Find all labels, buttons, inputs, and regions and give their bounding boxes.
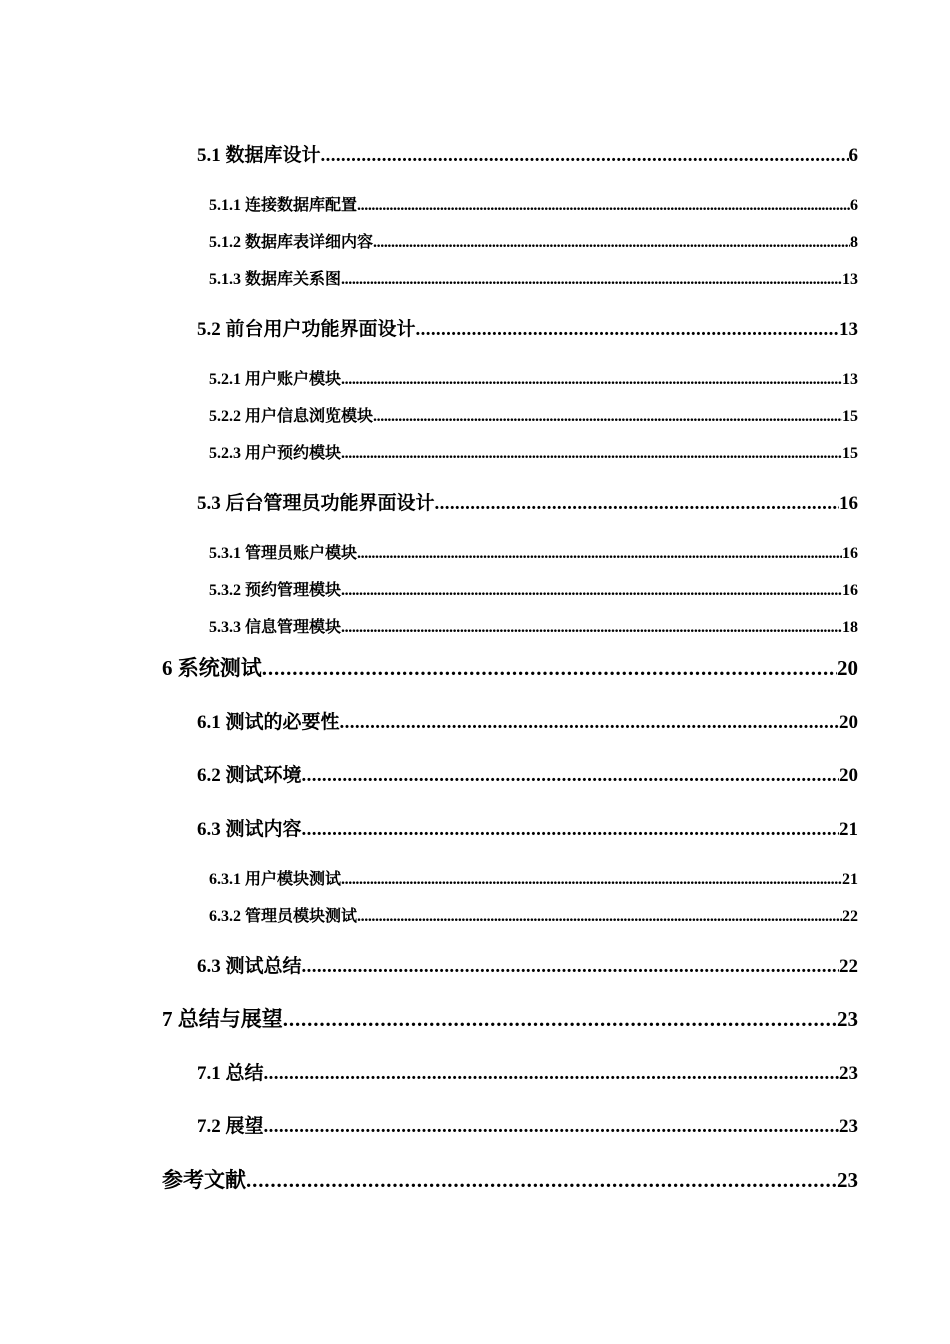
toc-entry-page: 13 (842, 271, 858, 288)
toc-entry-page: 20 (837, 656, 858, 680)
toc-entry-page: 20 (839, 765, 858, 786)
toc-entry[interactable] (197, 140, 858, 167)
toc-entry[interactable] (197, 951, 858, 978)
toc-entry[interactable] (209, 903, 858, 926)
toc-entry[interactable] (162, 652, 858, 682)
toc-leader-dots (435, 493, 839, 515)
toc-leader-dots (341, 871, 842, 889)
toc-entry[interactable] (209, 614, 858, 637)
toc-entry[interactable] (197, 814, 858, 841)
toc-entry-label: 5.1 数据库设计 (197, 145, 321, 166)
toc-leader-dots (264, 1116, 839, 1138)
toc-entry-label: 5.3.1 管理员账户模块 (209, 545, 358, 562)
toc-entry-label: 6.3.2 管理员模块测试 (209, 908, 358, 925)
toc-entry-label: 7.2 展望 (197, 1116, 264, 1137)
toc-entry-page: 16 (839, 493, 858, 514)
toc-entry[interactable] (209, 266, 858, 289)
toc-leader-dots (262, 656, 837, 681)
toc-leader-dots (357, 908, 842, 926)
toc-leader-dots (321, 145, 849, 167)
toc-leader-dots (340, 712, 839, 734)
toc-entry-label: 7 总结与展望 (162, 1007, 283, 1031)
toc-leader-dots (373, 408, 842, 426)
toc-leader-dots (357, 545, 842, 563)
toc-entry-label: 7.1 总结 (197, 1063, 264, 1084)
toc-entry-page: 23 (839, 1116, 858, 1137)
toc-entry-page: 13 (839, 319, 858, 340)
toc-entry-page: 6 (850, 197, 858, 214)
toc-entry-label: 5.3.2 预约管理模块 (209, 582, 342, 599)
toc-entry-label: 6.3 测试总结 (197, 956, 302, 977)
toc-entry-page: 6 (848, 145, 858, 166)
toc-entry-page: 22 (839, 956, 858, 977)
toc-leader-dots (373, 234, 850, 252)
toc-entry-page: 13 (842, 371, 858, 388)
toc-leader-dots (341, 619, 842, 637)
toc-leader-dots (246, 1168, 837, 1193)
toc-leader-dots (302, 956, 839, 978)
toc-leader-dots (264, 1063, 839, 1085)
toc-entry[interactable] (162, 1003, 858, 1033)
toc-entry[interactable] (209, 577, 858, 600)
toc-leader-dots (341, 371, 842, 389)
toc-leader-dots (302, 765, 839, 787)
toc-entry-page: 16 (842, 545, 858, 562)
toc-entry-page: 8 (850, 234, 858, 251)
toc-entry-label: 5.1.1 连接数据库配置 (209, 197, 358, 214)
toc-entry-page: 23 (837, 1168, 858, 1192)
toc-entry-label: 5.3 后台管理员功能界面设计 (197, 493, 435, 514)
toc-leader-dots (302, 819, 839, 841)
toc-entry[interactable] (209, 192, 858, 215)
toc-entry-page: 23 (837, 1007, 858, 1031)
toc-entry[interactable] (162, 1164, 858, 1194)
toc-entry-label: 6.3.1 用户模块测试 (209, 871, 342, 888)
toc-entry[interactable] (197, 760, 858, 787)
toc-entry-label: 5.1.2 数据库表详细内容 (209, 234, 374, 251)
toc-entry[interactable] (197, 707, 858, 734)
toc-entry-page: 16 (842, 582, 858, 599)
toc-entry-label: 5.2.3 用户预约模块 (209, 445, 342, 462)
toc-entry-page: 15 (842, 445, 858, 462)
toc-entry-page: 21 (842, 871, 858, 888)
toc-entry[interactable] (197, 1058, 858, 1085)
toc-entry[interactable] (209, 440, 858, 463)
toc-entry-page: 20 (839, 712, 858, 733)
toc-leader-dots (341, 582, 842, 600)
toc-entry[interactable] (209, 866, 858, 889)
toc-entry[interactable] (197, 488, 858, 515)
toc-entry[interactable] (209, 366, 858, 389)
toc-entry[interactable] (197, 1111, 858, 1138)
toc-entry-page: 15 (842, 408, 858, 425)
toc-entry-label: 5.2 前台用户功能界面设计 (197, 319, 416, 340)
toc-entry-label: 6 系统测试 (162, 656, 262, 680)
toc-entry-label: 5.2.2 用户信息浏览模块 (209, 408, 374, 425)
toc-entry[interactable] (209, 229, 858, 252)
toc-entry-page: 18 (842, 619, 858, 636)
toc-entry-label: 5.3.3 信息管理模块 (209, 619, 342, 636)
toc-entry-label: 6.2 测试环境 (197, 765, 302, 786)
toc-entry-page: 22 (842, 908, 858, 925)
toc-leader-dots (283, 1007, 837, 1032)
toc-entry-page: 21 (839, 819, 858, 840)
toc-entry-label: 6.3 测试内容 (197, 819, 302, 840)
toc-leader-dots (357, 197, 850, 215)
toc-entry-label: 参考文献 (162, 1168, 246, 1192)
toc-entry-label: 5.2.1 用户账户模块 (209, 371, 342, 388)
toc-leader-dots (341, 271, 842, 289)
toc-entry[interactable] (209, 540, 858, 563)
toc-entry-label: 5.1.3 数据库关系图 (209, 271, 342, 288)
toc-entry-label: 6.1 测试的必要性 (197, 712, 340, 733)
toc-entry-page: 23 (839, 1063, 858, 1084)
toc-leader-dots (416, 319, 839, 341)
toc-leader-dots (341, 445, 842, 463)
toc-entry[interactable] (197, 314, 858, 341)
toc-entry[interactable] (209, 403, 858, 426)
